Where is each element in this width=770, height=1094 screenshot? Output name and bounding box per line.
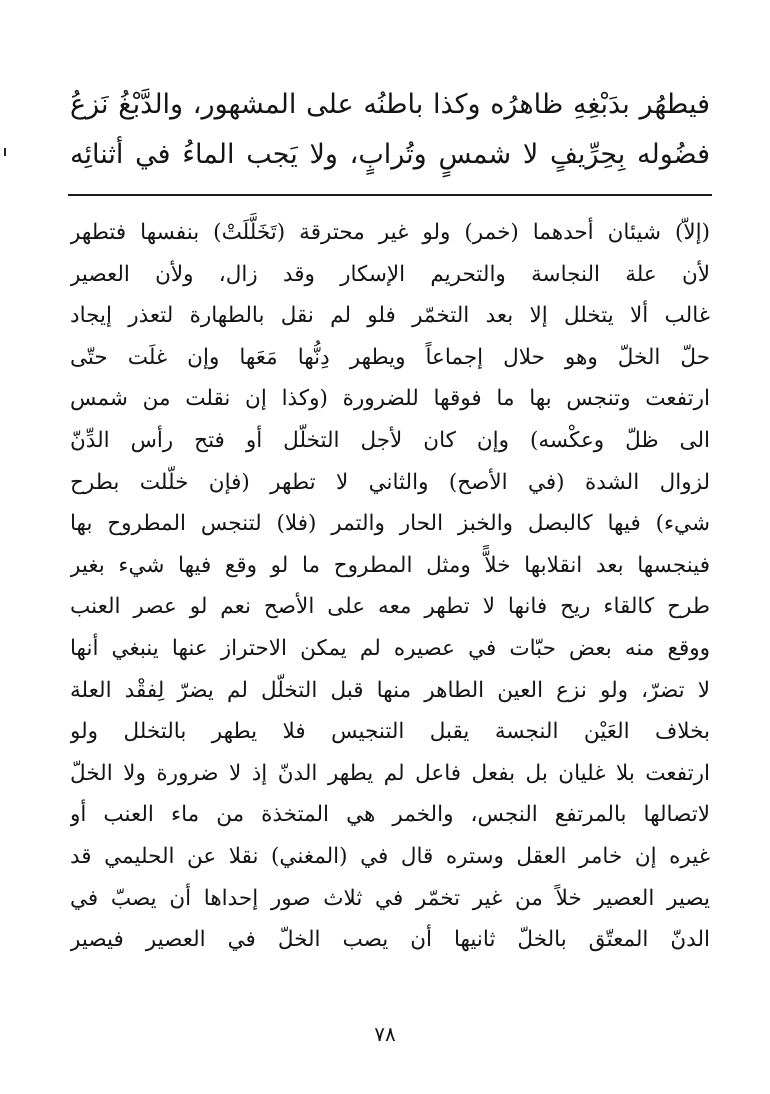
commentary-line: لاتصالها بالمرتفع النجس، والخمر هي المتخذة من ماء العنب أو [70,802,710,828]
commentary-block [70,212,710,961]
commentary-line: ووقع منه بعض حبّات في عصيره لم يمكن الاحتراز عنها ينبغي أنها [70,635,710,661]
commentary-line: غالب ألا يتخلل إلا بعد التخمّر فلو لم نقل بالطهارة لتعذر إيجاد [70,303,710,329]
separator-rule [68,194,712,196]
commentary-line: حلّ الخلّ وهو حلال إجماعاً ويطهر دِنُّها مَعَها وإن غلَت حتّى [70,344,710,370]
commentary-line: الى ظلّ وعكْسه) وإن كان لأجل التخلّل أو فتح رأس الدِّنّ [70,427,710,453]
commentary-line: ارتفعت وتنجس بها ما فوقها للضرورة (وكذا إن نقلت من شمس [70,386,710,412]
main-text-block [70,80,710,180]
commentary-line: غيره إن خامر العقل وستره قال في (المغني) نقلا عن الحليمي قد [70,843,710,869]
commentary-line: ارتفعت بلا غليان بل بفعل فاعل لم يطهر الدنّ إذ لا ضرورة ولا الخلّ [70,760,710,786]
commentary-line: (إلاّ) شيئان أحدهما (خمر) ولو غير محترقة (تَخَلَّلَتْ) بنفسها فتطهر [70,220,710,245]
commentary-line: طرح كالقاء ريح فانها لا تطهر معه على الأصح نعم لو عصر العنب [70,594,710,620]
commentary-line: الدنّ المعتّق بالخلّ ثانيها أن يصب الخلّ في العصير فيصير [70,927,710,953]
main-text-line: فضُوله بِحِرِّيفٍ لا شمسٍ وتُرابٍ، ولا يَجب الماءُ في أثنائِه [70,139,710,170]
commentary-line: بخلاف العَيْن النجسة يقبل التنجيس فلا يطهر بالتخلل ولو [70,719,710,745]
commentary-line: يصير العصير خلاً من غير تخمّر في ثلاث صور إحداها أن يصبّ في [70,885,710,911]
commentary-line: لأن علة النجاسة والتحريم الإسكار وقد زال، ولأن العصير [70,261,710,287]
commentary-line: شيء) فيها كالبصل والخبز الحار والتمر (فلا) لتنجس المطروح بها [70,511,710,537]
margin-mark [4,148,6,156]
commentary-line: فينجسها بعد انقلابها خلاًّ ومثل المطروح ما لو وقع فيها شيء بغير [70,552,710,578]
main-text-line: فيطهُر بدَبْغِهِ ظاهرُه وكذا باطنُه على المشهور، والدَّبْغُ نَزعُ [70,89,710,120]
commentary-line: لزوال الشدة (في الأصح) والثاني لا تطهر (فإن خلّلت بطرح [70,469,710,495]
page-number: ٧٨ [374,1022,396,1046]
commentary-line: لا تضرّ، ولو نزع العين الطاهر منها قبل التخلّل لم يضرّ لِفقْد العلة [70,677,710,703]
